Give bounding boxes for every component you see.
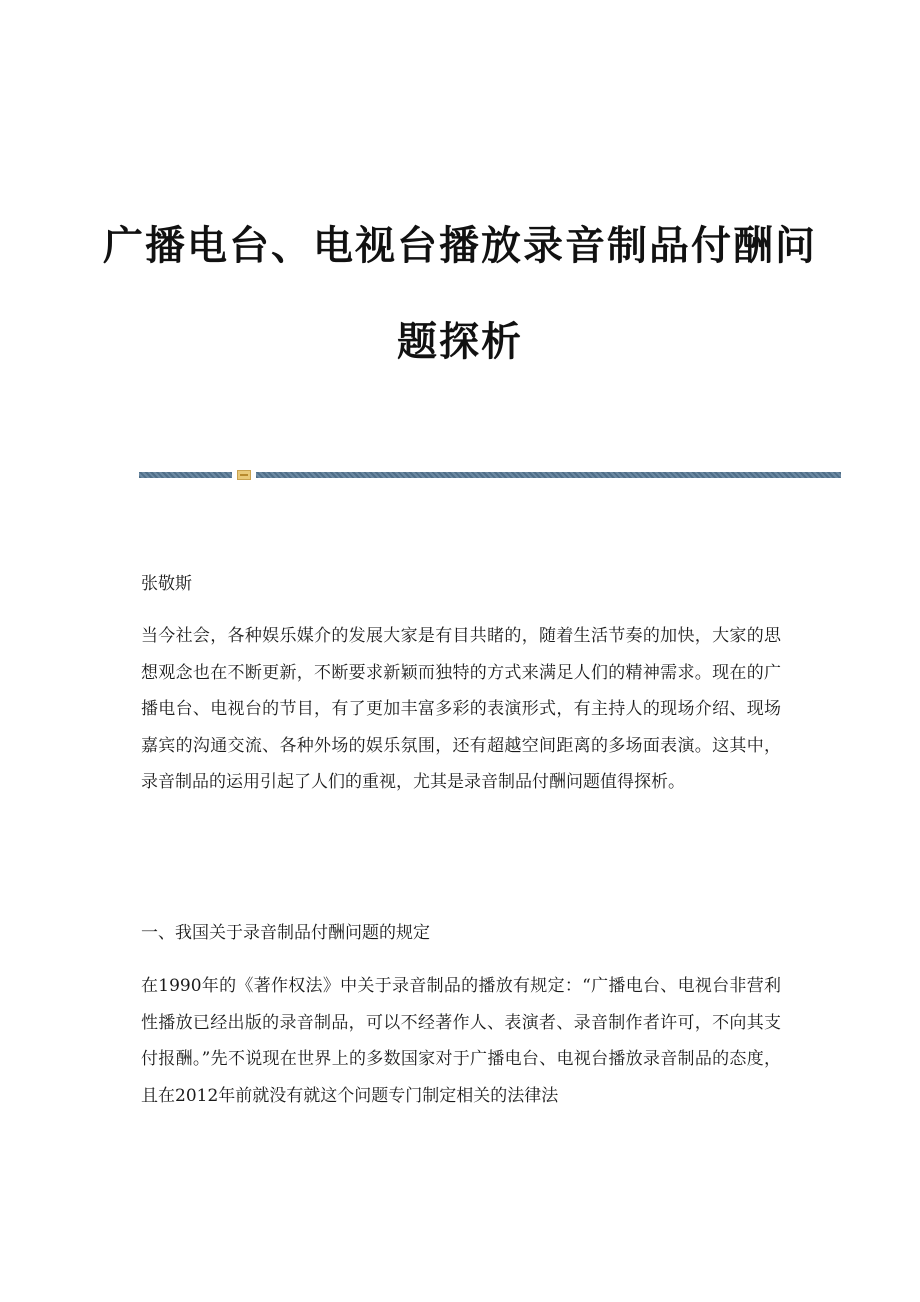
divider-bar-left [139, 472, 232, 478]
document-title-line-2: 题探析 [397, 319, 523, 365]
divider-ornament-icon [237, 470, 251, 480]
intro-paragraph: 当今社会，各种娱乐媒介的发展大家是有目共睹的，随着生活节奏的加快，大家的思想观念也在不断更新，不断要求新颖而独特的方式来满足人们的精神需求。现在的广播电台、电视台的节目，有了更加丰富多彩的表演形式，有主持人的现场介绍、现场嘉宾的沟通交流、各种外场的娱乐氛围，还有超越空间距离的多场面表演。这其中，录音制品的运用引起了人们的重视，尤其是录音制品付酬问题值得探析。 [141, 626, 781, 792]
section-body-paragraph: 在1990年的《著作权法》中关于录音制品的播放有规定：“广播电台、电视台非营利性播放已经出版的录音制品，可以不经著作人、表演者、录音制作者许可，不向其支付报酬。”先不说现在世界上的多数国家对于广播电台、电视台播放录音制品的态度，且在2012年前就没有就这个问题专门制定相关的法律法 [141, 976, 781, 1106]
author-name: 张敬斯 [141, 574, 192, 594]
document-title-line-1: 广播电台、电视台播放录音制品付酬问 [103, 223, 817, 269]
title-divider [139, 470, 841, 480]
divider-bar-right [256, 472, 841, 478]
section-heading: 一、我国关于录音制品付酬问题的规定 [141, 923, 430, 943]
